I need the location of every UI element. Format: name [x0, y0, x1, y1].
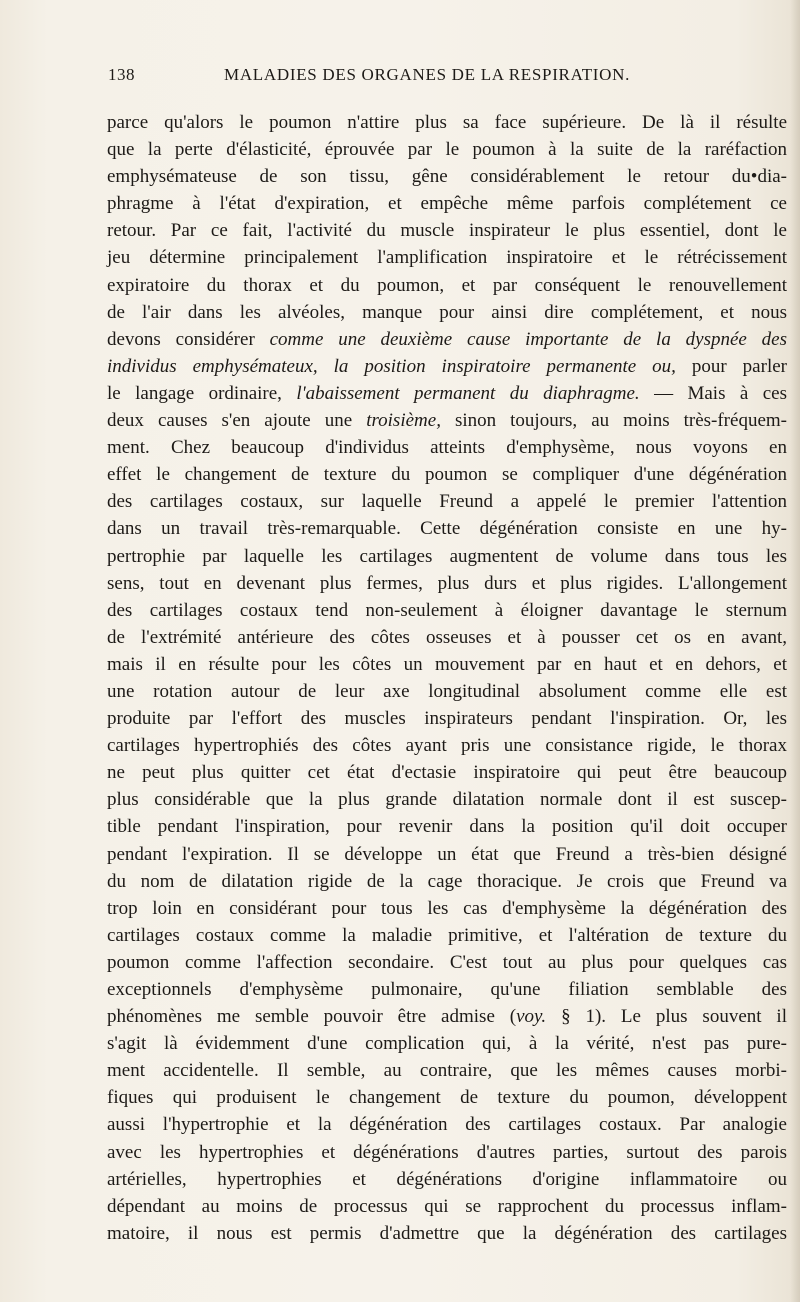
text-line	[107, 136, 787, 163]
text-line	[107, 570, 787, 597]
text-line	[107, 1057, 787, 1084]
italic-text-run: individus emphysémateux, la position inspiratoire permanente ou,	[107, 355, 676, 377]
text-line	[107, 109, 787, 136]
text-run: dépendant au moins de processus qui se rapprochent du processus inflam-	[107, 1195, 787, 1217]
text-run: emphysémateuse de son tissu, gêne considérablement le retour du•dia-	[107, 166, 787, 188]
text-run: aussi l'hypertrophie et la dégénération des cartilages costaux. Par analogie	[107, 1114, 787, 1136]
text-run: phragme à l'état d'expiration, et empêche même parfois complétement ce	[107, 193, 787, 215]
text-line	[107, 597, 787, 624]
body-text	[107, 109, 787, 1247]
text-run: de l'extrémité antérieure des côtes osseuses et à pousser cet os en avant,	[107, 626, 787, 648]
text-line	[107, 326, 787, 353]
text-run: pendant l'expiration. Il se développe un état que Freund a très-bien désigné	[107, 843, 787, 865]
text-run: retour. Par ce fait, l'activité du muscle inspirateur le plus essentiel, dont le	[107, 220, 787, 242]
text-run: ne peut plus quitter cet état d'ectasie inspiratoire qui peut être beaucoup	[107, 762, 787, 784]
text-line	[107, 217, 787, 244]
text-line	[107, 543, 787, 570]
text-run: devons considérer	[107, 328, 270, 350]
text-line	[107, 1220, 787, 1247]
text-line	[107, 190, 787, 217]
text-line	[107, 1030, 787, 1057]
text-run: matoire, il nous est permis d'admettre que la dégénération des cartilages	[107, 1222, 787, 1244]
text-run: ment. Chez beaucoup d'individus atteints d'emphysème, nous voyons en	[107, 437, 787, 459]
text-line	[107, 949, 787, 976]
text-run: fiques qui produisent le changement de texture du poumon, développent	[107, 1087, 787, 1109]
italic-text-run: comme une deuxième cause importante de la dyspnée des	[269, 328, 787, 350]
text-line	[107, 1193, 787, 1220]
text-line	[107, 922, 787, 949]
text-line	[107, 705, 787, 732]
text-run: s'agit là évidemment d'une complication qui, à la vérité, n'est pas pure-	[107, 1033, 787, 1055]
text-run: pertrophie par laquelle les cartilages augmentent de volume dans tous les	[107, 545, 787, 567]
text-run: produite par l'effort des muscles inspirateurs pendant l'inspiration. Or, les	[107, 708, 787, 730]
text-line	[107, 461, 787, 488]
text-line	[107, 244, 787, 271]
text-line	[107, 813, 787, 840]
text-line	[107, 786, 787, 813]
text-line	[107, 163, 787, 190]
text-run: sens, tout en devenant plus fermes, plus durs et plus rigides. L'allongement	[107, 572, 787, 594]
text-run: poumon comme l'affection secondaire. C'est tout au plus pour quelques cas	[107, 951, 787, 973]
text-run: ment accidentelle. Il semble, au contraire, que les mêmes causes morbi-	[107, 1060, 787, 1082]
text-run: effet le changement de texture du poumon se compliquer d'une dégénération	[107, 464, 787, 486]
text-line	[107, 732, 787, 759]
text-run: des cartilages costaux, sur laquelle Freund a appelé le premier l'attention	[107, 491, 787, 513]
text-line	[107, 380, 787, 407]
text-line	[107, 895, 787, 922]
text-line	[107, 976, 787, 1003]
text-run: deux causes s'en ajoute une	[107, 410, 367, 432]
text-run: mais il en résulte pour les côtes un mouvement par en haut et en dehors, et	[107, 653, 787, 675]
text-line	[107, 1166, 787, 1193]
text-line	[107, 651, 787, 678]
text-line	[107, 407, 787, 434]
text-line	[107, 868, 787, 895]
text-run: du nom de dilatation rigide de la cage thoracique. Je crois que Freund va	[107, 870, 787, 892]
text-run: jeu détermine principalement l'amplification inspiratoire et le rétrécissement	[107, 247, 787, 269]
text-run: § 1). Le plus souvent il	[546, 1006, 787, 1028]
text-run: le langage ordinaire,	[107, 382, 297, 404]
text-line	[107, 624, 787, 651]
italic-text-run: troisième,	[366, 410, 441, 432]
text-run: des cartilages costaux tend non-seulement à éloigner davantage le sternum	[107, 599, 787, 621]
text-run: dans un travail très-remarquable. Cette dégénération consiste en une hy-	[107, 518, 787, 540]
text-line	[107, 1003, 787, 1030]
text-run: plus considérable que la plus grande dilatation normale dont il est suscep-	[107, 789, 787, 811]
running-head: MALADIES DES ORGANES DE LA RESPIRATION.	[224, 65, 631, 84]
text-run: exceptionnels d'emphysème pulmonaire, qu'une filiation semblable des	[107, 979, 787, 1000]
text-run: — Mais à ces	[639, 382, 787, 404]
text-line	[107, 678, 787, 705]
text-run: parce qu'alors le poumon n'attire plus sa face supérieure. De là il résulte	[107, 112, 787, 133]
text-line	[107, 272, 787, 299]
page-number: 138	[108, 65, 135, 84]
text-line	[107, 841, 787, 868]
text-run: une rotation autour de leur axe longitudinal absolument comme elle est	[107, 680, 787, 702]
text-run: pour parler	[675, 355, 787, 377]
text-line	[107, 353, 787, 380]
italic-text-run: l'abaissement permanent du diaphragme.	[296, 382, 640, 404]
text-run: sinon toujours, au moins très-fréquem-	[440, 410, 787, 432]
page-edge-shadow	[790, 0, 800, 1302]
text-run: trop loin en considérant pour tous les cas d'emphysème la dégénération des	[107, 897, 787, 919]
text-line	[107, 434, 787, 461]
text-line	[107, 1139, 787, 1166]
text-run: phénomènes me semble pouvoir être admise (	[107, 1006, 517, 1028]
text-run: que la perte d'élasticité, éprouvée par le poumon à la suite de la raréfaction	[107, 139, 787, 161]
text-line	[107, 759, 787, 786]
text-line	[107, 488, 787, 515]
text-line	[107, 299, 787, 326]
text-run: de l'air dans les alvéoles, manque pour ainsi dire complétement, et nous	[107, 301, 787, 323]
text-run: cartilages hypertrophiés des côtes ayant pris une consistance rigide, le thorax	[107, 735, 787, 757]
text-line	[107, 515, 787, 542]
text-line	[107, 1111, 787, 1138]
text-run: cartilages costaux comme la maladie primitive, et l'altération de texture du	[107, 924, 787, 946]
text-line	[107, 1084, 787, 1111]
text-run: avec les hypertrophies et dégénérations d'autres parties, surtout des parois	[107, 1141, 787, 1163]
text-run: tible pendant l'inspiration, pour revenir dans la position qu'il doit occuper	[107, 816, 787, 838]
text-run: expiratoire du thorax et du poumon, et par conséquent le renouvellement	[107, 274, 787, 296]
text-run: artérielles, hypertrophies et dégénérations d'origine inflammatoire ou	[107, 1168, 787, 1190]
italic-text-run: voy.	[516, 1006, 547, 1028]
page-header	[108, 65, 740, 91]
